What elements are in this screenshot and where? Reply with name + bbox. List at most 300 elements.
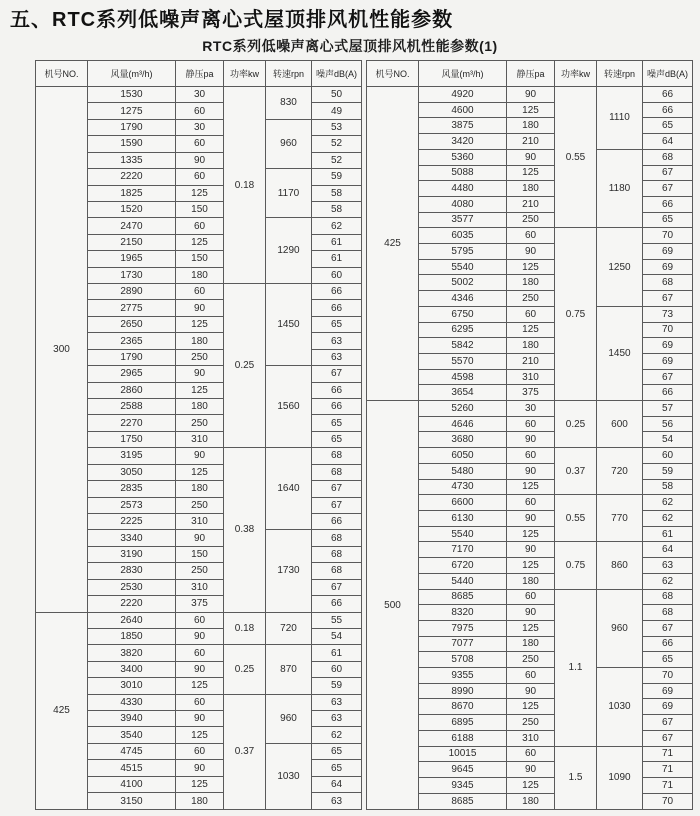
static-pressure-cell: 310: [507, 369, 555, 385]
noise-cell: 60: [312, 267, 362, 283]
static-pressure-cell: 90: [176, 628, 224, 644]
noise-cell: 66: [312, 596, 362, 612]
power-cell: 0.75: [555, 228, 597, 401]
static-pressure-cell: 180: [507, 793, 555, 809]
static-pressure-cell: 250: [176, 415, 224, 431]
air-flow-cell: 5842: [419, 338, 507, 354]
static-pressure-cell: 375: [507, 385, 555, 401]
noise-cell: 67: [643, 291, 693, 307]
noise-cell: 68: [312, 464, 362, 480]
static-pressure-cell: 180: [176, 793, 224, 810]
noise-cell: 67: [643, 715, 693, 731]
air-flow-cell: 1965: [88, 251, 176, 267]
static-pressure-cell: 250: [507, 652, 555, 668]
noise-cell: 67: [312, 481, 362, 497]
air-flow-cell: 3400: [88, 661, 176, 677]
noise-cell: 71: [643, 746, 693, 762]
noise-cell: 69: [643, 259, 693, 275]
model-no-cell: 425: [36, 612, 88, 810]
column-header: 噪声dB(A): [643, 61, 693, 87]
air-flow-cell: 1590: [88, 136, 176, 152]
static-pressure-cell: 90: [176, 152, 224, 168]
noise-cell: 65: [643, 652, 693, 668]
column-header: 转速rpn: [597, 61, 643, 87]
static-pressure-cell: 60: [507, 668, 555, 684]
power-cell: 0.25: [555, 401, 597, 448]
noise-cell: 68: [312, 448, 362, 464]
page-title: 五、RTC系列低噪声离心式屋顶排风机性能参数: [10, 9, 454, 31]
static-pressure-cell: 250: [176, 563, 224, 579]
air-flow-cell: 2860: [88, 382, 176, 398]
spec-table-left: [35, 60, 362, 810]
power-cell: 1.1: [555, 589, 597, 746]
air-flow-cell: 10015: [419, 746, 507, 762]
model-no-cell: 300: [36, 87, 88, 613]
model-no-cell: 425: [367, 87, 419, 401]
noise-cell: 63: [312, 694, 362, 710]
noise-cell: 67: [643, 165, 693, 181]
noise-cell: 54: [643, 432, 693, 448]
power-cell: 1.5: [555, 746, 597, 809]
static-pressure-cell: 90: [507, 683, 555, 699]
noise-cell: 67: [643, 181, 693, 197]
speed-cell: 770: [597, 495, 643, 542]
table-row: [36, 87, 362, 103]
power-cell: 0.18: [224, 612, 266, 645]
speed-cell: 1450: [597, 306, 643, 400]
speed-cell: 720: [597, 448, 643, 495]
static-pressure-cell: 90: [176, 530, 224, 546]
air-flow-cell: 1730: [88, 267, 176, 283]
speed-cell: 1730: [266, 530, 312, 612]
static-pressure-cell: 90: [507, 542, 555, 558]
noise-cell: 61: [312, 234, 362, 250]
static-pressure-cell: 60: [507, 306, 555, 322]
air-flow-cell: 2835: [88, 481, 176, 497]
static-pressure-cell: 125: [507, 165, 555, 181]
static-pressure-cell: 250: [507, 291, 555, 307]
static-pressure-cell: 60: [176, 169, 224, 185]
air-flow-cell: 1790: [88, 119, 176, 135]
static-pressure-cell: 250: [176, 349, 224, 365]
header-row: [367, 61, 693, 87]
noise-cell: 61: [312, 251, 362, 267]
speed-cell: 960: [597, 589, 643, 668]
static-pressure-cell: 60: [176, 645, 224, 661]
static-pressure-cell: 180: [507, 118, 555, 134]
noise-cell: 65: [643, 212, 693, 228]
noise-cell: 59: [312, 678, 362, 694]
noise-cell: 73: [643, 306, 693, 322]
column-header: 转速rpn: [266, 61, 312, 87]
static-pressure-cell: 60: [176, 103, 224, 119]
static-pressure-cell: 125: [507, 558, 555, 574]
speed-cell: 1640: [266, 448, 312, 530]
noise-cell: 68: [312, 530, 362, 546]
noise-cell: 62: [643, 573, 693, 589]
noise-cell: 50: [312, 87, 362, 103]
air-flow-cell: 5002: [419, 275, 507, 291]
air-flow-cell: 4600: [419, 102, 507, 118]
air-flow-cell: 6188: [419, 730, 507, 746]
noise-cell: 59: [312, 169, 362, 185]
static-pressure-cell: 180: [507, 338, 555, 354]
noise-cell: 66: [643, 636, 693, 652]
static-pressure-cell: 310: [176, 579, 224, 595]
speed-cell: 720: [266, 612, 312, 645]
air-flow-cell: 4515: [88, 760, 176, 776]
static-pressure-cell: 180: [176, 333, 224, 349]
static-pressure-cell: 250: [507, 715, 555, 731]
static-pressure-cell: 90: [507, 605, 555, 621]
noise-cell: 65: [312, 431, 362, 447]
static-pressure-cell: 180: [507, 573, 555, 589]
air-flow-cell: 3820: [88, 645, 176, 661]
air-flow-cell: 5795: [419, 244, 507, 260]
static-pressure-cell: 60: [176, 612, 224, 628]
table-row: [367, 87, 693, 103]
air-flow-cell: 4480: [419, 181, 507, 197]
noise-cell: 59: [643, 463, 693, 479]
static-pressure-cell: 60: [176, 694, 224, 710]
column-header: 机号NO.: [36, 61, 88, 87]
noise-cell: 68: [643, 275, 693, 291]
air-flow-cell: 6895: [419, 715, 507, 731]
noise-cell: 68: [643, 605, 693, 621]
noise-cell: 62: [643, 510, 693, 526]
static-pressure-cell: 125: [176, 678, 224, 694]
speed-cell: 1450: [266, 284, 312, 366]
column-header: 风量(m³/h): [88, 61, 176, 87]
static-pressure-cell: 125: [176, 234, 224, 250]
air-flow-cell: 1335: [88, 152, 176, 168]
noise-cell: 71: [643, 777, 693, 793]
noise-cell: 64: [312, 776, 362, 792]
power-cell: 0.37: [555, 448, 597, 495]
air-flow-cell: 3150: [88, 793, 176, 810]
static-pressure-cell: 250: [507, 212, 555, 228]
air-flow-cell: 2530: [88, 579, 176, 595]
static-pressure-cell: 60: [507, 495, 555, 511]
air-flow-cell: 6130: [419, 510, 507, 526]
noise-cell: 52: [312, 136, 362, 152]
noise-cell: 52: [312, 152, 362, 168]
static-pressure-cell: 310: [176, 513, 224, 529]
table-row: [367, 401, 693, 417]
air-flow-cell: 2588: [88, 399, 176, 415]
air-flow-cell: 5360: [419, 149, 507, 165]
air-flow-cell: 6050: [419, 448, 507, 464]
static-pressure-cell: 60: [176, 284, 224, 300]
air-flow-cell: 2640: [88, 612, 176, 628]
static-pressure-cell: 90: [176, 711, 224, 727]
air-flow-cell: 7975: [419, 620, 507, 636]
air-flow-cell: 5540: [419, 259, 507, 275]
static-pressure-cell: 125: [176, 382, 224, 398]
noise-cell: 66: [312, 300, 362, 316]
air-flow-cell: 3195: [88, 448, 176, 464]
air-flow-cell: 6600: [419, 495, 507, 511]
air-flow-cell: 1825: [88, 185, 176, 201]
static-pressure-cell: 60: [507, 746, 555, 762]
air-flow-cell: 7170: [419, 542, 507, 558]
static-pressure-cell: 180: [507, 181, 555, 197]
noise-cell: 70: [643, 668, 693, 684]
noise-cell: 63: [312, 349, 362, 365]
static-pressure-cell: 125: [507, 526, 555, 542]
static-pressure-cell: 125: [176, 776, 224, 792]
noise-cell: 70: [643, 228, 693, 244]
noise-cell: 67: [312, 497, 362, 513]
air-flow-cell: 3190: [88, 546, 176, 562]
power-cell: 0.38: [224, 448, 266, 612]
static-pressure-cell: 125: [507, 620, 555, 636]
noise-cell: 69: [643, 699, 693, 715]
noise-cell: 63: [312, 793, 362, 810]
speed-cell: 870: [266, 645, 312, 694]
static-pressure-cell: 125: [176, 464, 224, 480]
noise-cell: 57: [643, 401, 693, 417]
table-row: [36, 612, 362, 628]
static-pressure-cell: 125: [507, 777, 555, 793]
air-flow-cell: 5260: [419, 401, 507, 417]
noise-cell: 49: [312, 103, 362, 119]
static-pressure-cell: 60: [176, 136, 224, 152]
static-pressure-cell: 125: [507, 699, 555, 715]
air-flow-cell: 9345: [419, 777, 507, 793]
air-flow-cell: 3680: [419, 432, 507, 448]
air-flow-cell: 2270: [88, 415, 176, 431]
noise-cell: 66: [643, 102, 693, 118]
static-pressure-cell: 60: [507, 416, 555, 432]
air-flow-cell: 6720: [419, 558, 507, 574]
air-flow-cell: 4330: [88, 694, 176, 710]
air-flow-cell: 5570: [419, 353, 507, 369]
static-pressure-cell: 125: [176, 316, 224, 332]
speed-cell: 600: [597, 401, 643, 448]
table-caption: RTC系列低噪声离心式屋顶排风机性能参数(1): [202, 38, 498, 54]
noise-cell: 68: [312, 563, 362, 579]
noise-cell: 62: [643, 495, 693, 511]
noise-cell: 56: [643, 416, 693, 432]
air-flow-cell: 8320: [419, 605, 507, 621]
static-pressure-cell: 310: [176, 431, 224, 447]
static-pressure-cell: 150: [176, 201, 224, 217]
noise-cell: 70: [643, 793, 693, 809]
static-pressure-cell: 250: [176, 497, 224, 513]
air-flow-cell: 2220: [88, 596, 176, 612]
spec-table-right: [366, 60, 693, 810]
air-flow-cell: 5088: [419, 165, 507, 181]
speed-cell: 960: [266, 694, 312, 743]
speed-cell: 960: [266, 119, 312, 168]
air-flow-cell: 2650: [88, 316, 176, 332]
noise-cell: 62: [312, 218, 362, 234]
speed-cell: 1250: [597, 228, 643, 307]
air-flow-cell: 5708: [419, 652, 507, 668]
power-cell: 0.75: [555, 542, 597, 589]
air-flow-cell: 3050: [88, 464, 176, 480]
noise-cell: 66: [643, 385, 693, 401]
noise-cell: 66: [312, 513, 362, 529]
speed-cell: 1290: [266, 218, 312, 284]
noise-cell: 65: [312, 760, 362, 776]
air-flow-cell: 2470: [88, 218, 176, 234]
noise-cell: 65: [312, 415, 362, 431]
static-pressure-cell: 125: [176, 727, 224, 743]
noise-cell: 70: [643, 322, 693, 338]
power-cell: 0.55: [555, 87, 597, 228]
column-header: 噪声dB(A): [312, 61, 362, 87]
static-pressure-cell: 210: [507, 196, 555, 212]
air-flow-cell: 6750: [419, 306, 507, 322]
static-pressure-cell: 30: [507, 401, 555, 417]
air-flow-cell: 1530: [88, 87, 176, 103]
speed-cell: 1110: [597, 87, 643, 150]
static-pressure-cell: 30: [176, 87, 224, 103]
static-pressure-cell: 125: [176, 185, 224, 201]
air-flow-cell: 3540: [88, 727, 176, 743]
noise-cell: 66: [643, 196, 693, 212]
air-flow-cell: 3340: [88, 530, 176, 546]
air-flow-cell: 4080: [419, 196, 507, 212]
air-flow-cell: 1750: [88, 431, 176, 447]
static-pressure-cell: 180: [507, 275, 555, 291]
air-flow-cell: 5440: [419, 573, 507, 589]
static-pressure-cell: 310: [507, 730, 555, 746]
noise-cell: 60: [312, 661, 362, 677]
static-pressure-cell: 180: [176, 399, 224, 415]
noise-cell: 53: [312, 119, 362, 135]
tables-container: [35, 60, 700, 810]
air-flow-cell: 3577: [419, 212, 507, 228]
noise-cell: 60: [643, 448, 693, 464]
air-flow-cell: 8990: [419, 683, 507, 699]
noise-cell: 58: [312, 201, 362, 217]
noise-cell: 61: [312, 645, 362, 661]
speed-cell: 1560: [266, 366, 312, 448]
air-flow-cell: 1790: [88, 349, 176, 365]
air-flow-cell: 2830: [88, 563, 176, 579]
static-pressure-cell: 60: [176, 743, 224, 759]
air-flow-cell: 2775: [88, 300, 176, 316]
air-flow-cell: 2965: [88, 366, 176, 382]
power-cell: 0.25: [224, 284, 266, 448]
column-header: 静压pa: [507, 61, 555, 87]
air-flow-cell: 8685: [419, 589, 507, 605]
air-flow-cell: 4646: [419, 416, 507, 432]
static-pressure-cell: 125: [507, 259, 555, 275]
air-flow-cell: 2365: [88, 333, 176, 349]
air-flow-cell: 4100: [88, 776, 176, 792]
air-flow-cell: 5540: [419, 526, 507, 542]
air-flow-cell: 2890: [88, 284, 176, 300]
power-cell: 0.55: [555, 495, 597, 542]
noise-cell: 69: [643, 338, 693, 354]
speed-cell: 1030: [597, 668, 643, 747]
static-pressure-cell: 90: [507, 149, 555, 165]
air-flow-cell: 6295: [419, 322, 507, 338]
static-pressure-cell: 180: [507, 636, 555, 652]
static-pressure-cell: 90: [507, 463, 555, 479]
static-pressure-cell: 30: [176, 119, 224, 135]
static-pressure-cell: 90: [507, 432, 555, 448]
static-pressure-cell: 60: [176, 218, 224, 234]
static-pressure-cell: 180: [176, 267, 224, 283]
air-flow-cell: 2220: [88, 169, 176, 185]
air-flow-cell: 8685: [419, 793, 507, 809]
noise-cell: 54: [312, 628, 362, 644]
noise-cell: 66: [312, 399, 362, 415]
static-pressure-cell: 125: [507, 322, 555, 338]
power-cell: 0.25: [224, 645, 266, 694]
noise-cell: 67: [312, 366, 362, 382]
air-flow-cell: 7077: [419, 636, 507, 652]
noise-cell: 66: [312, 382, 362, 398]
noise-cell: 68: [643, 149, 693, 165]
static-pressure-cell: 210: [507, 134, 555, 150]
noise-cell: 66: [643, 87, 693, 103]
noise-cell: 63: [643, 558, 693, 574]
noise-cell: 65: [643, 118, 693, 134]
static-pressure-cell: 60: [507, 589, 555, 605]
air-flow-cell: 6035: [419, 228, 507, 244]
noise-cell: 64: [643, 542, 693, 558]
static-pressure-cell: 375: [176, 596, 224, 612]
static-pressure-cell: 90: [176, 760, 224, 776]
static-pressure-cell: 90: [176, 366, 224, 382]
noise-cell: 67: [643, 730, 693, 746]
static-pressure-cell: 125: [507, 479, 555, 495]
noise-cell: 65: [312, 316, 362, 332]
static-pressure-cell: 60: [507, 228, 555, 244]
static-pressure-cell: 150: [176, 251, 224, 267]
static-pressure-cell: 125: [507, 102, 555, 118]
noise-cell: 67: [643, 620, 693, 636]
speed-cell: 1090: [597, 746, 643, 809]
power-cell: 0.18: [224, 87, 266, 284]
static-pressure-cell: 150: [176, 546, 224, 562]
model-no-cell: 500: [367, 401, 419, 810]
static-pressure-cell: 90: [507, 244, 555, 260]
noise-cell: 69: [643, 353, 693, 369]
air-flow-cell: 1275: [88, 103, 176, 119]
air-flow-cell: 3010: [88, 678, 176, 694]
speed-cell: 1030: [266, 743, 312, 809]
column-header: 功率kw: [555, 61, 597, 87]
static-pressure-cell: 90: [507, 510, 555, 526]
static-pressure-cell: 180: [176, 481, 224, 497]
static-pressure-cell: 90: [176, 300, 224, 316]
speed-cell: 1180: [597, 149, 643, 228]
speed-cell: 830: [266, 87, 312, 120]
air-flow-cell: 8670: [419, 699, 507, 715]
air-flow-cell: 5480: [419, 463, 507, 479]
noise-cell: 61: [643, 526, 693, 542]
column-header: 风量(m³/h): [419, 61, 507, 87]
noise-cell: 71: [643, 762, 693, 778]
air-flow-cell: 3654: [419, 385, 507, 401]
column-header: 功率kw: [224, 61, 266, 87]
speed-cell: 1170: [266, 169, 312, 218]
column-header: 静压pa: [176, 61, 224, 87]
static-pressure-cell: 90: [176, 448, 224, 464]
noise-cell: 62: [312, 727, 362, 743]
power-cell: 0.37: [224, 694, 266, 809]
noise-cell: 66: [312, 284, 362, 300]
column-header: 机号NO.: [367, 61, 419, 87]
header-row: [36, 61, 362, 87]
